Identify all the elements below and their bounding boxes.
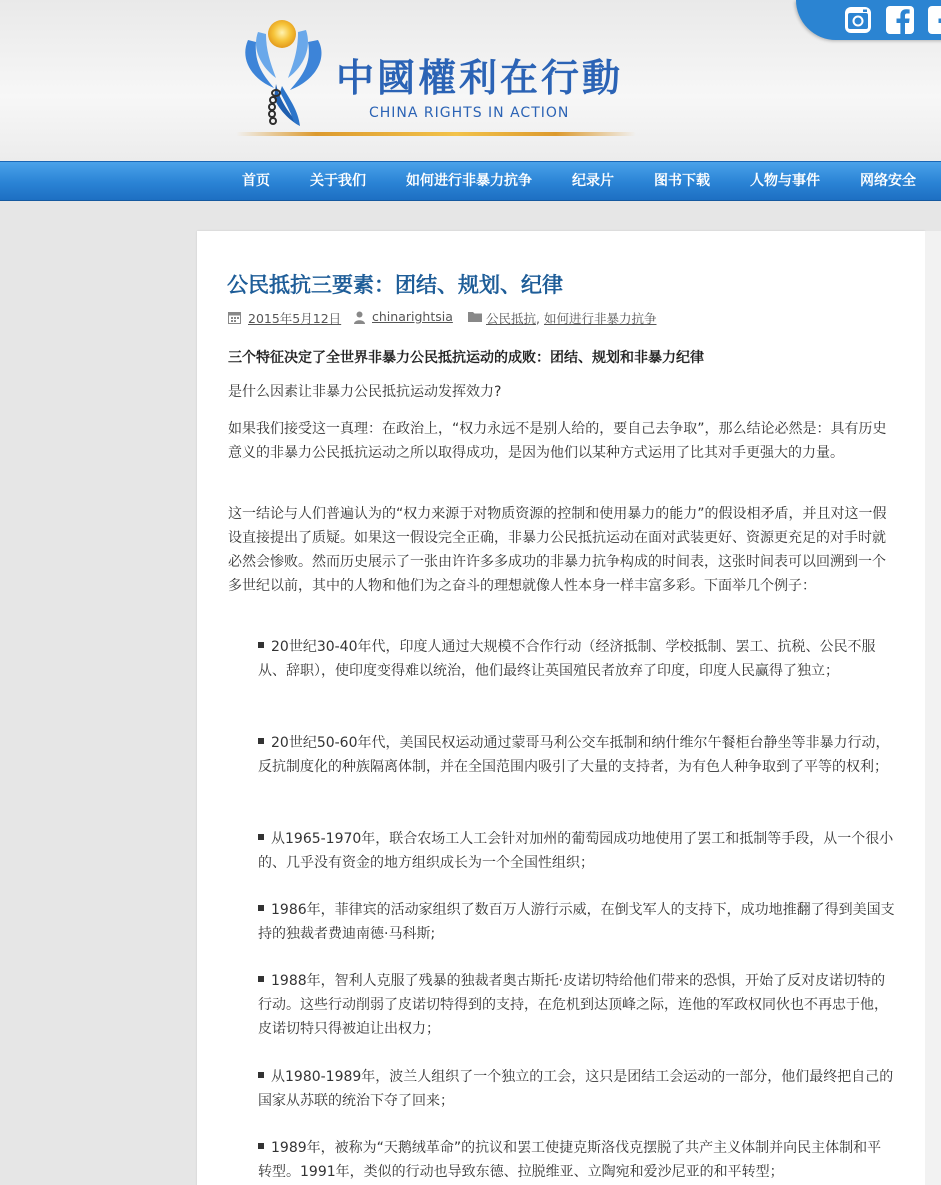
nav-item-documentaries[interactable]: 纪录片 xyxy=(572,173,614,189)
list-item xyxy=(258,969,895,1041)
article-paragraph: 如果我们接受这一真理：在政治上，“权力永远不是别人给的，要自己去争取”，那么结论必然是：具有历史意义的非暴力公民抵抗运动之所以取得成功，是因为他们以某种方式运用了比其对手更强大的力量。 xyxy=(228,421,887,461)
list-item-text: 1986年，菲律宾的活动家组织了数百万人游行示威，在倒戈军人的支持下，成功地推翻了得到美国支持的独裁者费迪南德·马科斯; xyxy=(258,902,895,942)
nav-item-book-downloads[interactable]: 图书下载 xyxy=(654,173,710,189)
list-item xyxy=(258,635,895,683)
nav-item-home[interactable]: 首页 xyxy=(242,173,270,189)
bullet-icon xyxy=(258,976,264,982)
nav-item-nonviolent-struggle[interactable]: 如何进行非暴力抗争 xyxy=(406,173,532,189)
article-paragraph: 是什么因素让非暴力公民抵抗运动发挥效力? xyxy=(228,384,502,400)
bullet-icon xyxy=(258,834,264,840)
nav-item-people-events[interactable]: 人物与事件 xyxy=(750,173,820,189)
list-item xyxy=(258,1065,895,1113)
facebook-icon[interactable] xyxy=(884,4,916,36)
article-title[interactable]: 公民抵抗三要素：团结、规划、纪律 xyxy=(227,273,563,297)
facebook-icon[interactable] xyxy=(926,4,941,36)
list-item xyxy=(258,827,895,875)
calendar-icon xyxy=(228,311,241,324)
category-separator: , xyxy=(536,311,540,326)
article-paragraph: 这一结论与人们普遍认为的“权力来源于对物质资源的控制和使用暴力的能力”的假设相矛盾，并且对这一假设直接提出了质疑。如果这一假设完全正确，非暴力公民抵抗运动在面对武装更好、资源更充足的对手时就必然会惨败。然而历史展示了一张由许许多多成功的非暴力抗争构成的时间表，这张时间表可以回溯到一个多世纪以前，其中的人物和他们为之奋斗的理想就像人性本身一样丰富多彩。下面举几个例子： xyxy=(228,506,887,594)
hands-sun-logo-icon xyxy=(236,18,336,128)
article-container xyxy=(197,231,925,1185)
category-link[interactable]: 如何进行非暴力抗争 xyxy=(543,311,657,326)
nav-item-about[interactable]: 关于我们 xyxy=(310,173,366,189)
logo-divider xyxy=(236,132,636,136)
list-item xyxy=(258,731,895,779)
bullet-icon xyxy=(258,738,264,744)
list-item-text: 1989年，被称为“天鹅绒革命”的抗议和罢工使捷克斯洛伐克摆脱了共产主义体制并向民主体制和平转型。1991年，类似的行动也导致东德、拉脱维亚、立陶宛和爱沙尼亚的和平转型； xyxy=(258,1140,882,1180)
main-navigation xyxy=(0,161,941,201)
list-item xyxy=(258,1136,895,1184)
list-item-text: 从1965-1970年，联合农场工人工会针对加州的葡萄园成功地使用了罢工和抵制等手段，从一个很小的、几乎没有资金的地方组织成长为一个全国性组织； xyxy=(258,831,894,871)
user-icon xyxy=(354,311,365,324)
nav-item-network-security[interactable]: 网络安全 xyxy=(860,173,916,189)
site-logo[interactable] xyxy=(236,18,641,142)
folder-icon xyxy=(468,311,482,323)
site-title-english: CHINA RIGHTS IN ACTION xyxy=(369,105,570,121)
bullet-icon xyxy=(258,1072,264,1078)
bullet-icon xyxy=(258,642,264,648)
list-item-text: 20世纪50-60年代，美国民权运动通过蒙哥马利公交车抵制和纳什维尔午餐柜台静坐等非暴力行动，反抗制度化的种族隔离体制，并在全国范围内吸引了大量的支持者，为有色人种争取到了平等的权利； xyxy=(258,735,890,775)
social-links xyxy=(796,0,941,40)
post-author-link[interactable]: chinarightsia xyxy=(372,309,453,324)
site-header xyxy=(0,0,941,161)
article-lead: 三个特征决定了全世界非暴力公民抵抗运动的成败：团结、规划和非暴力纪律 xyxy=(228,350,704,366)
category-link[interactable]: 公民抵抗 xyxy=(486,311,537,326)
post-date-link[interactable]: 2015年5月12日 xyxy=(248,311,342,326)
sidebar-edge xyxy=(925,231,941,1185)
list-item-text: 20世纪30-40年代，印度人通过大规模不合作行动（经济抵制、学校抵制、罢工、抗税、公民不服从、辞职），使印度变得难以统治，他们最终让英国殖民者放弃了印度，印度人民赢得了独立； xyxy=(258,639,876,679)
list-item-text: 1988年，智利人克服了残暴的独裁者奥古斯托·皮诺切特给他们带来的恐惧，开始了反对皮诺切特的行动。这些行动削弱了皮诺切特得到的支持，在危机到达顶峰之际，连他的军政权同伙也不再忠于他，皮诺切特只得被迫让出权力； xyxy=(258,973,888,1037)
bullet-icon xyxy=(258,1143,264,1149)
site-title-chinese: 中國權利在行動 xyxy=(336,55,624,100)
bullet-icon xyxy=(258,905,264,911)
list-item-text: 从1980-1989年，波兰人组织了一个独立的工会，这只是团结工会运动的一部分，他们最终把自己的国家从苏联的统治下夺了回来； xyxy=(258,1069,894,1109)
instagram-icon[interactable] xyxy=(842,4,874,36)
list-item xyxy=(258,898,895,946)
